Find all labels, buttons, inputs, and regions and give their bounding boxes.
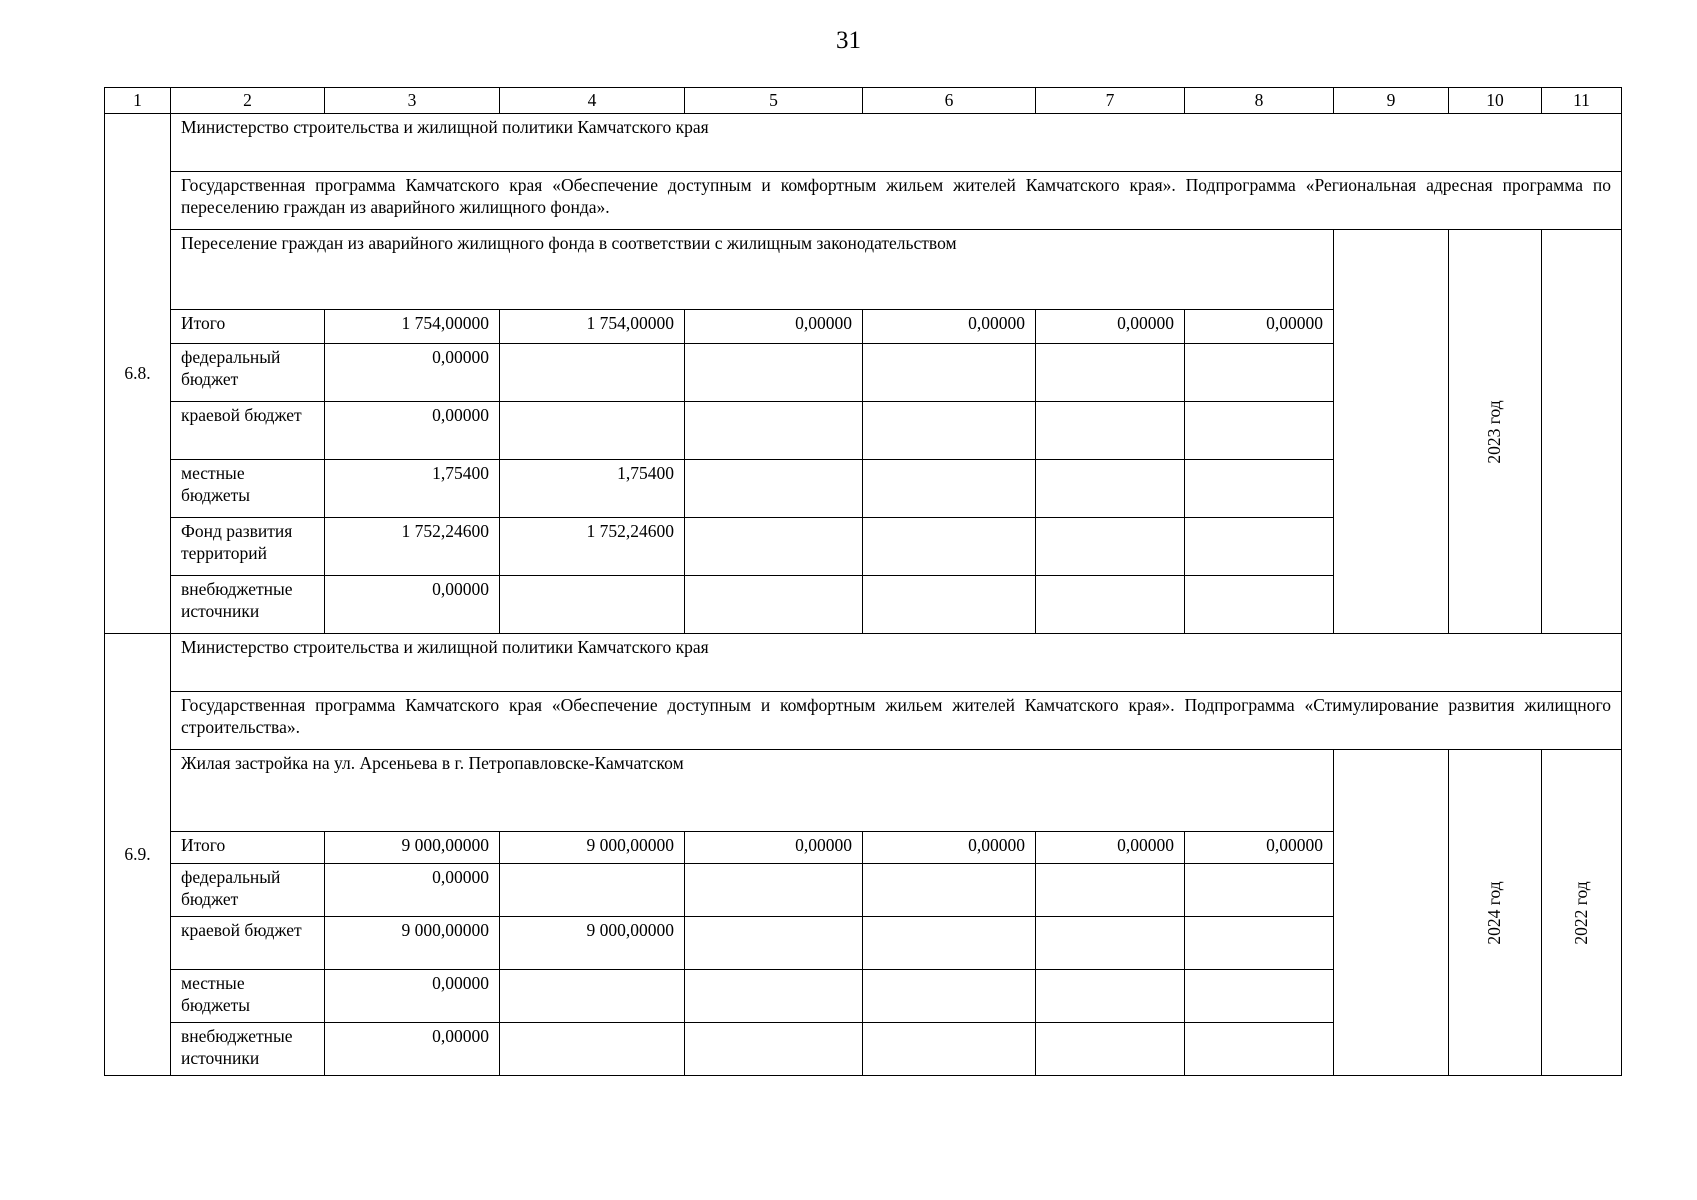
funding-value <box>1185 1023 1334 1076</box>
funding-value: 0,00000 <box>325 576 500 634</box>
funding-value: 0,00000 <box>863 310 1036 344</box>
funding-value: 1,75400 <box>500 460 685 518</box>
col9-cell <box>1334 750 1449 1076</box>
activity-name: Переселение граждан из аварийного жилищного фонда в соответствии с жилищным законодательством <box>171 230 1334 310</box>
funding-value <box>1185 518 1334 576</box>
funding-value <box>1036 460 1185 518</box>
funding-value <box>685 576 863 634</box>
funding-value <box>1036 864 1185 917</box>
funding-value <box>500 1023 685 1076</box>
funding-value <box>500 864 685 917</box>
funding-value <box>1036 576 1185 634</box>
funding-value <box>863 864 1036 917</box>
funding-value <box>863 344 1036 402</box>
funding-value: 0,00000 <box>325 864 500 917</box>
funding-value <box>1185 402 1334 460</box>
program-row <box>105 172 1622 230</box>
funding-value <box>1036 518 1185 576</box>
program-name: Государственная программа Камчатского края «Обеспечение доступным и комфортным жильем жителей Камчатского края». Подпрограмма «Региональная адресная программа по переселению граждан из аварийного жилищного фонда». <box>171 172 1622 230</box>
column-number: 10 <box>1449 88 1542 114</box>
funding-source-label: местные бюджеты <box>171 460 325 518</box>
funding-value: 1,75400 <box>325 460 500 518</box>
funding-value: 0,00000 <box>863 832 1036 864</box>
activity-row <box>105 230 1622 310</box>
column-number: 9 <box>1334 88 1449 114</box>
column-number: 3 <box>325 88 500 114</box>
funding-source-label: федеральный бюджет <box>171 864 325 917</box>
funding-value <box>685 917 863 970</box>
funding-value <box>1036 1023 1185 1076</box>
column-number: 11 <box>1542 88 1622 114</box>
funding-value <box>1036 970 1185 1023</box>
column-number: 5 <box>685 88 863 114</box>
page-number: 31 <box>836 27 861 54</box>
column-number: 2 <box>171 88 325 114</box>
funding-value <box>863 576 1036 634</box>
column-number: 6 <box>863 88 1036 114</box>
funding-value <box>863 1023 1036 1076</box>
funding-value: 0,00000 <box>685 310 863 344</box>
funding-value: 0,00000 <box>325 970 500 1023</box>
ministry-name: Министерство строительства и жилищной политики Камчатского края <box>171 634 1622 692</box>
end-year-cell <box>1542 750 1622 1076</box>
start-year-text: 2024 год <box>1484 880 1505 945</box>
funding-source-label: внебюджетные источники <box>171 576 325 634</box>
start-year-cell <box>1449 750 1542 1076</box>
funding-value: 0,00000 <box>325 344 500 402</box>
funding-value <box>1185 344 1334 402</box>
funding-value: 0,00000 <box>1036 832 1185 864</box>
funding-value <box>685 970 863 1023</box>
funding-value: 0,00000 <box>1185 832 1334 864</box>
column-number: 7 <box>1036 88 1185 114</box>
funding-value <box>685 864 863 917</box>
funding-value <box>500 576 685 634</box>
start-year-text: 2023 год <box>1484 399 1505 464</box>
funding-value <box>500 344 685 402</box>
funding-value <box>1036 917 1185 970</box>
funding-value: 0,00000 <box>1185 310 1334 344</box>
funding-value: 0,00000 <box>685 832 863 864</box>
funding-value <box>1185 970 1334 1023</box>
end-year-cell <box>1542 230 1622 634</box>
funding-source-label: внебюджетные источники <box>171 1023 325 1076</box>
activity-row <box>105 750 1622 832</box>
funding-value <box>863 917 1036 970</box>
item-number: 6.8. <box>105 114 171 634</box>
funding-value: 0,00000 <box>325 1023 500 1076</box>
funding-source-label: федеральный бюджет <box>171 344 325 402</box>
funding-value <box>500 970 685 1023</box>
funding-value <box>1185 864 1334 917</box>
funding-source-label: Фонд развития территорий <box>171 518 325 576</box>
funding-value <box>1036 344 1185 402</box>
funding-value: 0,00000 <box>325 402 500 460</box>
col9-cell <box>1334 230 1449 634</box>
funding-value: 0,00000 <box>1036 310 1185 344</box>
column-number: 1 <box>105 88 171 114</box>
funding-value <box>500 402 685 460</box>
ministry-row <box>105 114 1622 172</box>
column-number-row <box>105 88 1622 114</box>
funding-source-label: Итого <box>171 310 325 344</box>
funding-value <box>863 460 1036 518</box>
funding-source-label: краевой бюджет <box>171 402 325 460</box>
column-number: 8 <box>1185 88 1334 114</box>
funding-value <box>685 460 863 518</box>
funding-value <box>685 518 863 576</box>
funding-value <box>1185 576 1334 634</box>
funding-value <box>1185 917 1334 970</box>
funding-value <box>685 402 863 460</box>
funding-source-label: краевой бюджет <box>171 917 325 970</box>
funding-source-label: Итого <box>171 832 325 864</box>
funding-value <box>863 518 1036 576</box>
item-number: 6.9. <box>105 634 171 1076</box>
end-year-text: 2022 год <box>1570 880 1591 945</box>
funding-value <box>1036 402 1185 460</box>
start-year-cell <box>1449 230 1542 634</box>
funding-value <box>685 344 863 402</box>
funding-value: 9 000,00000 <box>325 917 500 970</box>
ministry-name: Министерство строительства и жилищной политики Камчатского края <box>171 114 1622 172</box>
column-number: 4 <box>500 88 685 114</box>
funding-value: 9 000,00000 <box>500 917 685 970</box>
funding-value: 9 000,00000 <box>500 832 685 864</box>
budget-table <box>104 87 1622 1076</box>
funding-value <box>863 970 1036 1023</box>
funding-value: 1 754,00000 <box>325 310 500 344</box>
funding-value: 1 754,00000 <box>500 310 685 344</box>
activity-name: Жилая застройка на ул. Арсеньева в г. Петропавловске-Камчатском <box>171 750 1334 832</box>
program-name: Государственная программа Камчатского края «Обеспечение доступным и комфортным жильем жителей Камчатского края». Подпрограмма «Стимулирование развития жилищного строительства». <box>171 692 1622 750</box>
funding-value <box>1185 460 1334 518</box>
funding-source-label: местные бюджеты <box>171 970 325 1023</box>
funding-value: 9 000,00000 <box>325 832 500 864</box>
funding-value: 1 752,24600 <box>325 518 500 576</box>
program-row <box>105 692 1622 750</box>
funding-value: 1 752,24600 <box>500 518 685 576</box>
ministry-row <box>105 634 1622 692</box>
funding-value <box>685 1023 863 1076</box>
funding-value <box>863 402 1036 460</box>
